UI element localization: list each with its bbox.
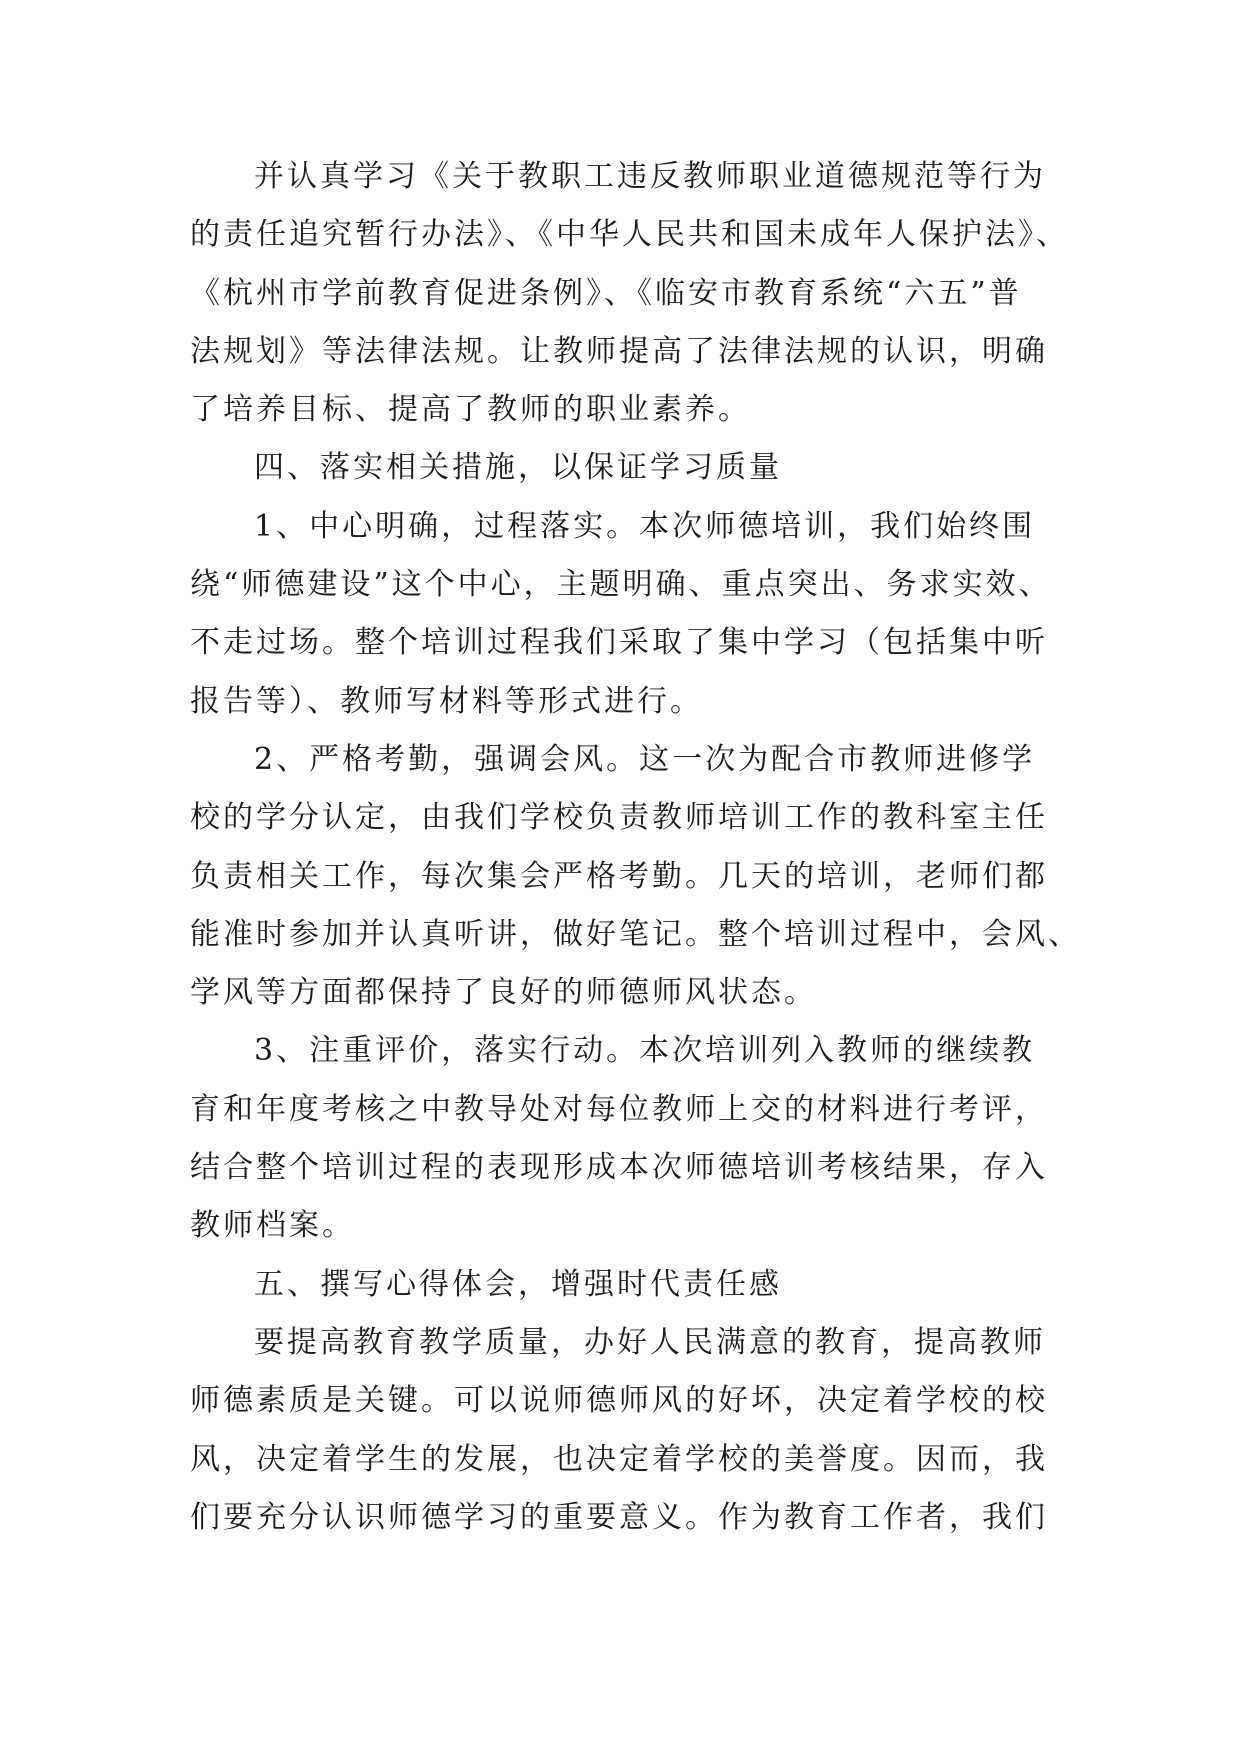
text-line: 学风等方面都保持了良好的师德师风状态。 [190, 975, 817, 1011]
text-line: 了培养目标、提高了教师的职业素养。 [190, 392, 751, 428]
text-line: 五、撰写心得体会，增强时代责任感 [254, 1266, 782, 1302]
text-line: 教师档案。 [190, 1208, 355, 1244]
text-line: 要提高教育教学质量，办好人民满意的教育，提高教师 [254, 1324, 1046, 1360]
text-line: 们要充分认识师德学习的重要意义。作为教育工作者，我们 [190, 1499, 1048, 1535]
text-line: 法规划》等法律法规。让教师提高了法律法规的认识，明确 [190, 333, 1048, 369]
text-line: 四、落实相关措施，以保证学习质量 [254, 450, 782, 486]
text-line: 并认真学习《关于教职工违反教师职业道德规范等行为 [254, 159, 1046, 194]
text-line: 结合整个培训过程的表现形成本次师德培训考核结果，存入 [190, 1150, 1048, 1186]
text-line: 绕“师德建设”这个中心，主题明确、重点突出、务求实效、 [190, 567, 1052, 603]
text-line: 育和年度考核之中教导处对每位教师上交的材料进行考评， [190, 1091, 1048, 1127]
text-line: 2、严格考勤，强调会风。这一次为配合市教师进修学 [254, 741, 1036, 777]
text-line: 《杭州市学前教育促进条例》、《临安市教育系统“六五”普 [190, 275, 1022, 311]
text-line: 3、注重评价，落实行动。本次培训列入教师的继续教 [254, 1033, 1036, 1069]
text-line: 校的学分认定，由我们学校负责教师培训工作的教科室主任 [190, 800, 1048, 836]
text-line: 能准时参加并认真听讲，做好笔记。整个培训过程中，会风、 [190, 916, 1081, 952]
text-line: 的责任追究暂行办法》、《中华人民共和国未成年人保护法》、 [190, 217, 1069, 253]
text-line: 负责相关工作，每次集会严格考勤。几天的培训，老师们都 [190, 858, 1048, 894]
text-line: 不走过场。整个培训过程我们采取了集中学习（包括集中听 [190, 625, 1048, 661]
text-line: 师德素质是关键。可以说师德师风的好坏，决定着学校的校 [190, 1383, 1048, 1419]
text-line: 风，决定着学生的发展，也决定着学校的美誉度。因而，我 [190, 1441, 1048, 1477]
text-line: 1、中心明确，过程落实。本次师德培训，我们始终围 [254, 508, 1036, 544]
document-body [190, 148, 1081, 1547]
text-line: 报告等）、教师写材料等形式进行。 [190, 683, 703, 719]
